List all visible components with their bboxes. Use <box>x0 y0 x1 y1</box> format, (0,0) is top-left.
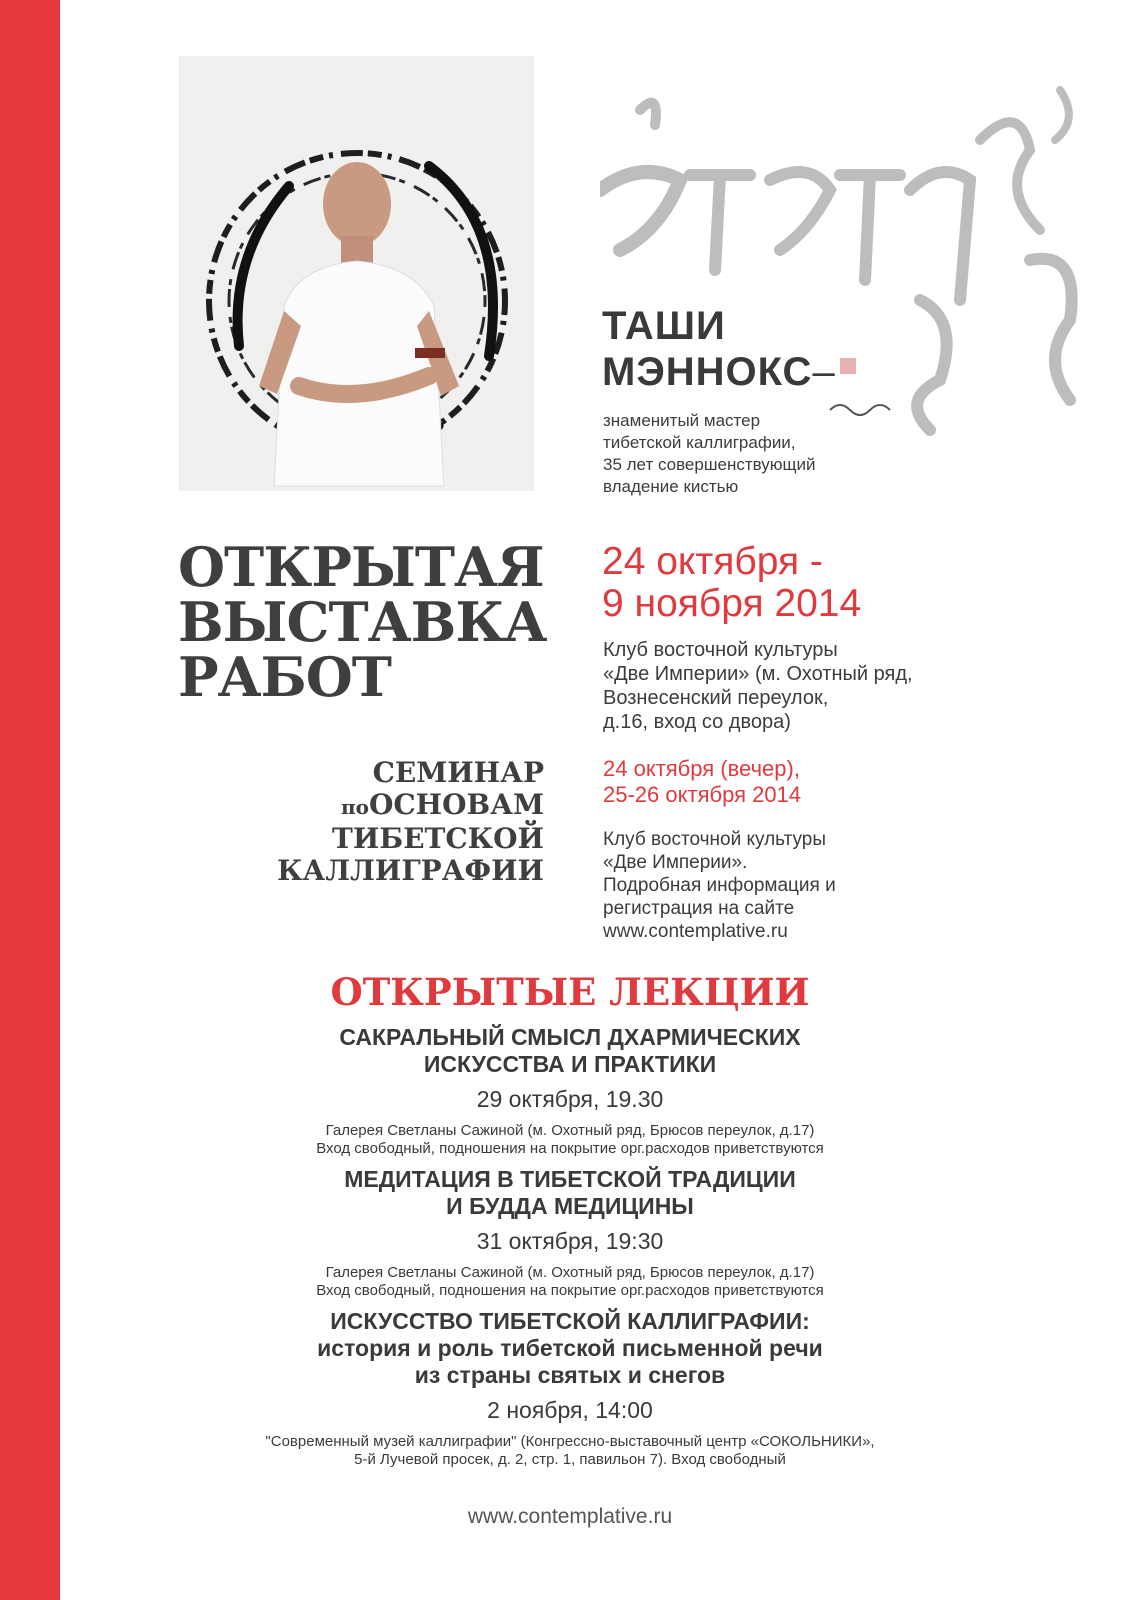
lecture-title-line: ИСКУССТВО ТИБЕТСКОЙ КАЛЛИГРАФИИ: <box>330 1308 810 1334</box>
lecture-title-line: из страны святых и снегов <box>414 1362 726 1388</box>
lecture-note-line: Вход свободный, подношения на покрытие орг.расходов приветствуются <box>316 1140 824 1157</box>
lecture-title <box>140 1308 1000 1389</box>
lecture-item <box>140 1024 1000 1158</box>
lecture-title-line: И БУДДА МЕДИЦИНЫ <box>446 1193 694 1219</box>
seminar-place-line: Клуб восточной культуры <box>603 829 826 850</box>
description-line: 35 лет совершенствующий <box>603 455 816 474</box>
lecture-date: 31 октября, 19:30 <box>476 1228 664 1254</box>
seminar-title-line1: СЕМИНАР <box>372 756 544 789</box>
lecture-date: 2 ноября, 14:00 <box>487 1397 653 1423</box>
exhibition-place-line: «Две Империи» (м. Охотный ряд, <box>603 663 913 685</box>
exhibition-place-line: д.16, вход со двора) <box>603 711 791 733</box>
lecture-title <box>140 1166 1000 1220</box>
exhibition-title-line: РАБОТ <box>178 645 391 709</box>
lecture-note-line: Галерея Светланы Сажиной (м. Охотный ряд, Брюсов переулок, д.17) <box>325 1264 815 1281</box>
lecture-note-line: 5-й Лучевой просек, д. 2, стр. 1, павильон 7). Вход свободный <box>354 1451 786 1468</box>
lecture-note <box>140 1122 1000 1158</box>
seminar-title-line2: ОСНОВАМ <box>369 788 544 821</box>
seminar-place <box>603 828 836 943</box>
seminar-website-link[interactable]: www.contemplative.ru <box>603 921 788 942</box>
red-side-bar <box>0 0 60 1600</box>
exhibition-dates <box>602 541 861 625</box>
lecture-note-line: Галерея Светланы Сажиной (м. Охотный ряд, Брюсов переулок, д.17) <box>325 1122 815 1139</box>
lecture-note-line: "Современный музей каллиграфии" (Конгрессно-выставочный центр «СОКОЛЬНИКИ», <box>265 1433 875 1450</box>
exhibition-title <box>178 535 548 709</box>
description-line: тибетской каллиграфии, <box>603 433 796 452</box>
seminar-title-line4: КАЛЛИГРАФИИ <box>277 854 544 887</box>
seminar-place-line: регистрация на сайте <box>603 898 795 919</box>
seminar-date-line: 25-26 октября 2014 <box>603 782 802 807</box>
lecture-note <box>140 1433 1000 1469</box>
artist-description <box>603 410 816 498</box>
artist-name-line1: ТАШИ <box>602 304 726 348</box>
artist-photo <box>179 56 534 491</box>
lecture-date: 29 октября, 19.30 <box>476 1086 664 1112</box>
seminar-place-line: «Две Империи». <box>603 852 748 873</box>
lecture-note-line: Вход свободный, подношения на покрытие орг.расходов приветствуются <box>316 1282 824 1299</box>
exhibition-date-line: 24 октября - <box>602 540 823 583</box>
lecture-item <box>140 1308 1000 1469</box>
lectures-heading: ОТКРЫТЫЕ ЛЕКЦИИ <box>330 970 810 1014</box>
lecture-title-line: история и роль тибетской письменной речи <box>317 1335 823 1361</box>
lecture-title-line: САКРАЛЬНЫЙ СМЫСЛ ДХАРМИЧЕСКИХ <box>339 1024 801 1050</box>
lecture-title <box>140 1024 1000 1078</box>
lecture-item <box>140 1166 1000 1300</box>
seminar-title-prefix: по <box>341 795 369 819</box>
lecture-title-line: ИСКУССТВА И ПРАКТИКИ <box>423 1051 717 1077</box>
lectures-section <box>140 970 1000 1477</box>
exhibition-place <box>603 638 913 734</box>
exhibition-date-line: 9 ноября 2014 <box>602 582 862 625</box>
exhibition-place-line: Вознесенский переулок, <box>603 687 829 709</box>
lecture-title-line: МЕДИТАЦИЯ В ТИБЕТСКОЙ ТРАДИЦИИ <box>344 1166 796 1192</box>
seminar-title-line3: ТИБЕТСКОЙ <box>332 822 544 855</box>
seminar-place-line: Подробная информация и <box>603 875 836 896</box>
seminar-title <box>260 757 544 887</box>
seminar-date-line: 24 октября (вечер), <box>603 756 800 781</box>
lecture-note <box>140 1264 1000 1300</box>
exhibition-place-line: Клуб восточной культуры <box>603 639 838 661</box>
description-line: знаменитый мастер <box>603 411 761 430</box>
seminar-dates <box>603 756 801 808</box>
artist-name-line2: МЭННОКС <box>602 350 813 394</box>
exhibition-title-line: ВЫСТАВКА <box>178 590 547 654</box>
footer-website-link[interactable]: www.contemplative.ru <box>467 1505 673 1528</box>
name-dash: – <box>812 350 836 394</box>
description-line: владение кистью <box>603 477 739 496</box>
artist-name <box>602 303 836 395</box>
exhibition-title-line: ОТКРЫТАЯ <box>178 535 544 599</box>
